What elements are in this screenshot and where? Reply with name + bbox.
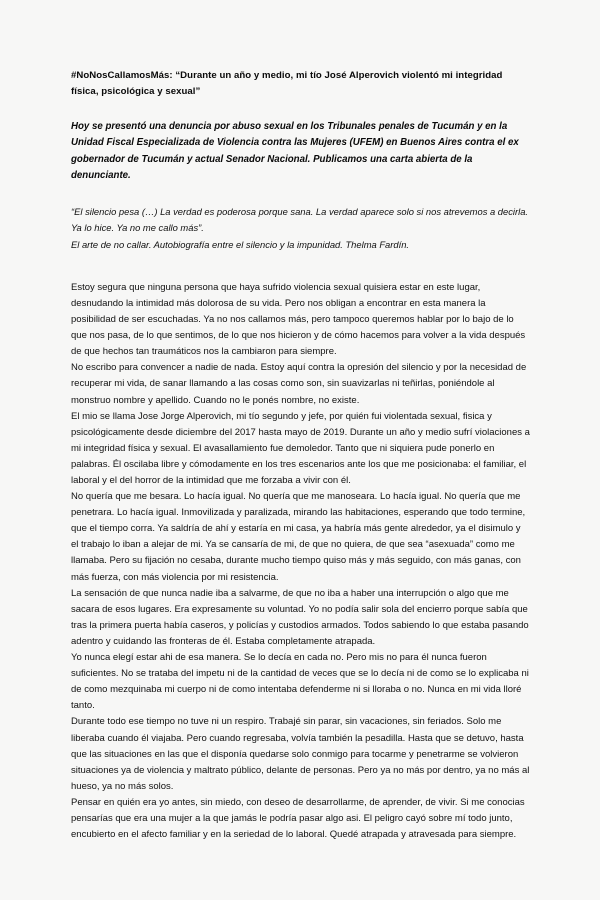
body-paragraph: Pensar en quién era yo antes, sin miedo, con deseo de desarrollarme, de aprender, de vivir. Si me conocias pensarías que era una mujer a la que jamás le podría pasar algo asi. El peligro cayó sobre mí todo junto, encubierto en el afecto familiar y en la seriedad de lo laboral. Quedé atrapada y atravesada para siempre.: [71, 796, 525, 841]
body-paragraph: Durante todo ese tiempo no tuve ni un respiro. Trabajé sin parar, sin vacaciones, sin feriados. Solo me liberaba cuando él viajaba. Pero cuando regresaba, volvía también la pesadilla. Hasta que se detuvo, hasta que las situaciones en las que el disponía quedarse solo conmigo para tocarme y penetrarme se volvieron situaciones ya de violencia y maltrato público, delante de personas. Pero ya no más por dentro, ya no más al hueso, ya no más solos.: [71, 716, 530, 792]
pull-quote-attribution: El arte de no callar. Autobiografía entre el silencio y la impunidad. Thelma Fardín.: [71, 238, 410, 250]
body-paragraph: La sensación de que nunca nadie iba a salvarme, de que no iba a haber una interrupción o algo que me sacara de esos lugares. Era expresamente su voluntad. Yo no podía salir sola del encierro porque sabía que tras la primera puerta había caseros, y policías y custodios armados. Todos sabiendo lo que estaba pasando adentro y cuidando las fronteras de él. Estaba completamente atrapada.: [71, 587, 529, 647]
body-paragraph: El mio se llama Jose Jorge Alperovich, mi tío segundo y jefe, por quién fui violentada sexual, fisica y psicológicamente desde diciembre del 2017 hasta mayo de 2019. Durante un año y medio sufrí violaciones a mi integridad física y sexual. El avasallamiento fue demoledor. Tanto que ni siquiera pude ponerlo en palabras. Él oscilaba libre y cómodamente en los tres escenarios ante los que me posicionaba: el familiar, el laboral y el del horror de la intimidad que me forzaba a vivir con él.: [71, 410, 530, 487]
body-paragraph: No escribo para convencer a nadie de nada. Estoy aquí contra la opresión del silencio y por la necesidad de recuperar mi vida, de sanar llamando a las cosas como son, sin suavizarlas ni teñirlas, poniéndole al monstruo nombre y apellido. Cuando no le ponés nombre, no existe.: [71, 362, 527, 406]
body-paragraph: Estoy segura que ninguna persona que haya sufrido violencia sexual quisiera estar en este lugar, desnudando la intimidad más dolorosa de su vida. Pero nos obligan a encontrar en esta manera la posibilidad de ser escuchadas. Ya no nos callamos más, pero tampoco queremos hablar por lo bajo de lo que nos pasa, de lo que sentimos, de lo que nos hicieron y de cómo hacemos para volver a la vida después de que hechos tan traumáticos nos la cambiaron para siempre.: [71, 281, 526, 358]
article-standfirst: Hoy se presentó una denuncia por abuso sexual en los Tribunales penales de Tucumán y en la Unidad Fiscal Especializada de Violencia contra las Mujeres (UFEM) en Buenos Aires contra el ex gobernador de Tucumán y actual Senador Nacional. Publicamos una carta abierta de la denunciante.: [71, 121, 519, 181]
page-title: #NoNosCallamosMás: “Durante un año y medio, mi tío José Alperovich violentó mi integridad física, psicológica y sexual”: [71, 70, 503, 97]
letter-body: [71, 280, 530, 843]
pull-quote: [71, 204, 530, 253]
body-paragraph: No quería que me besara. Lo hacía igual. No quería que me manoseara. Lo hacía igual. No quería que me penetrara. Lo hacía igual. Inmovilizada y paralizada, mirando las habitaciones, esperando que todo termine, que el tiempo corra. Ya saldría de ahí y estaría en mi casa, ya habría más gente alrededor, ya el disimulo y el trabajo lo iban a alejar de mi. Ya se cansaría de mi, de que no quiera, de que sea “asexuada” como me llamaba. Pero su fijación no cesaba, durante mucho tiempo quiso más y más seguido, con más ganas, con más fuerza, con más violencia por mi resistencia.: [71, 491, 526, 583]
pull-quote-text: “El silencio pesa (…) La verdad es poderosa porque sana. La verdad aparece solo si nos atrevemos a decirla. Ya lo hice. Ya no me callo más”.: [71, 206, 529, 234]
body-paragraph: Yo nunca elegí estar ahi de esa manera. Se lo decía en cada no. Pero mis no para él nunca fueron suficientes. No se trataba del impetu ni de la cantidad de veces que se lo decía ni de como se lo explicaba ni de como mezquinaba mi cuerpo ni de como intentaba defenderme ni si lloraba o no. Nunca en mi vida lloré tanto.: [71, 652, 529, 712]
